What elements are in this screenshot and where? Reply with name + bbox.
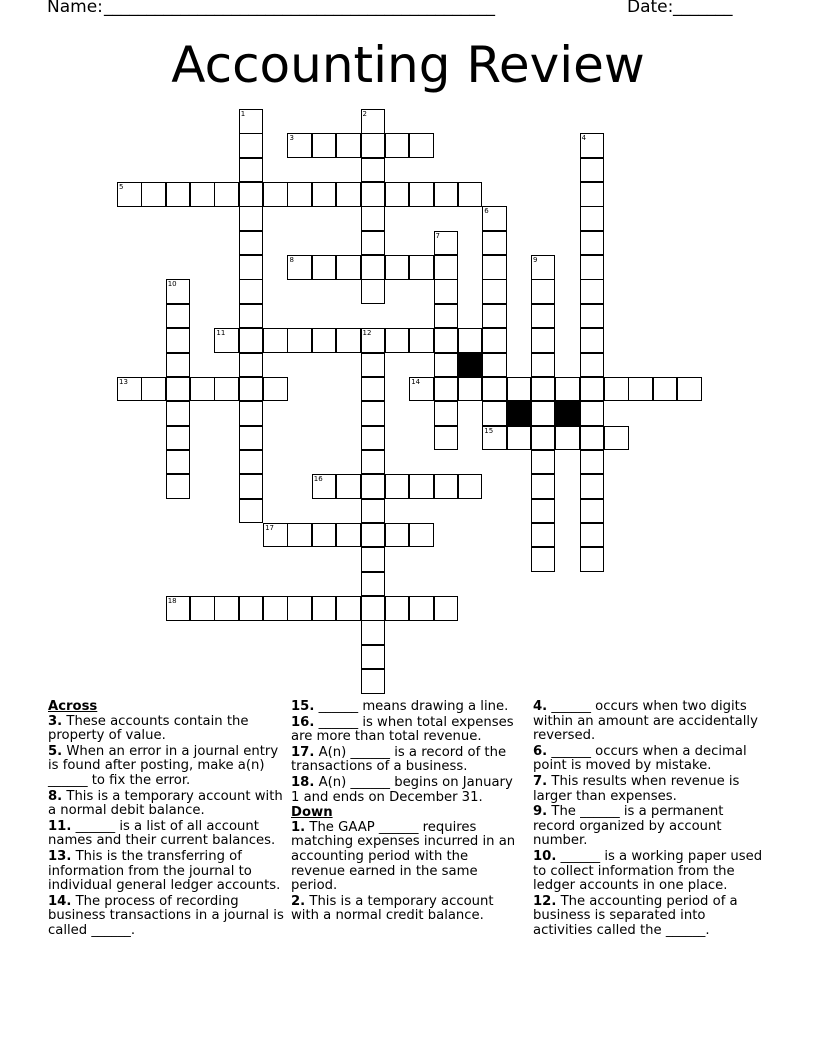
- grid-cell[interactable]: [531, 377, 556, 402]
- grid-cell[interactable]: [531, 426, 556, 451]
- grid-cell[interactable]: [141, 377, 166, 402]
- down-clue: 10. ______ is a working paper used to collect information from the ledger accounts in one place.: [533, 848, 763, 894]
- grid-cell[interactable]: [239, 279, 264, 304]
- grid-cell[interactable]: [166, 596, 191, 621]
- grid-cell[interactable]: [239, 231, 264, 256]
- grid-cell[interactable]: [239, 377, 264, 402]
- grid-cell[interactable]: [580, 328, 605, 353]
- grid-cell[interactable]: [531, 450, 556, 475]
- grid-cell[interactable]: [409, 474, 434, 499]
- grid-cell[interactable]: [239, 158, 264, 183]
- grid-cell[interactable]: [336, 133, 361, 158]
- grid-cell[interactable]: [531, 353, 556, 378]
- grid-cell[interactable]: [312, 596, 337, 621]
- grid-cell[interactable]: [434, 231, 459, 256]
- grid-cell[interactable]: [336, 255, 361, 280]
- grid-cell[interactable]: [385, 255, 410, 280]
- grid-cell[interactable]: [458, 182, 483, 207]
- grid-cell[interactable]: [361, 377, 386, 402]
- grid-cell[interactable]: [482, 279, 507, 304]
- grid-cell[interactable]: [239, 499, 264, 524]
- grid-cell[interactable]: [361, 669, 386, 694]
- grid-cell[interactable]: [166, 328, 191, 353]
- grid-cell[interactable]: [239, 133, 264, 158]
- grid-cell[interactable]: [361, 523, 386, 548]
- grid-cell[interactable]: [312, 182, 337, 207]
- grid-cell[interactable]: [239, 328, 264, 353]
- grid-cell[interactable]: [482, 426, 507, 451]
- grid-cell[interactable]: [361, 499, 386, 524]
- grid-cell[interactable]: [409, 328, 434, 353]
- grid-cell[interactable]: [531, 279, 556, 304]
- across-clue: 18. A(n) ______ begins on January 1 and ends on December 31.: [291, 774, 513, 805]
- grid-cell[interactable]: [287, 596, 312, 621]
- grid-cell[interactable]: [336, 523, 361, 548]
- grid-cell[interactable]: [580, 523, 605, 548]
- grid-cell[interactable]: [580, 279, 605, 304]
- grid-cell[interactable]: [482, 401, 507, 426]
- grid-cell[interactable]: [287, 133, 312, 158]
- grid-cell[interactable]: [507, 426, 532, 451]
- grid-cell[interactable]: [239, 401, 264, 426]
- grid-cell[interactable]: [239, 255, 264, 280]
- grid-cell[interactable]: [409, 523, 434, 548]
- grid-cell[interactable]: [434, 377, 459, 402]
- across-clue: 14. The process of recording business transactions in a journal is called ______.: [48, 893, 284, 938]
- grid-cell[interactable]: [312, 474, 337, 499]
- grid-cell[interactable]: [458, 474, 483, 499]
- grid-cell[interactable]: [361, 353, 386, 378]
- across-clue: 3. These accounts contain the property of value.: [48, 713, 249, 744]
- grid-cell[interactable]: [239, 596, 264, 621]
- grid-cell[interactable]: [361, 109, 386, 134]
- grid-cell[interactable]: [531, 547, 556, 572]
- grid-cell[interactable]: [263, 523, 288, 548]
- grid-cell[interactable]: [434, 596, 459, 621]
- clue-number: 11: [216, 329, 226, 338]
- clue-number: 17: [265, 523, 275, 532]
- grid-cell[interactable]: [434, 353, 459, 378]
- grid-cell[interactable]: [239, 426, 264, 451]
- grid-cell[interactable]: [190, 182, 215, 207]
- grid-cell[interactable]: [361, 645, 386, 670]
- grid-cell[interactable]: [580, 255, 605, 280]
- grid-cell[interactable]: [336, 328, 361, 353]
- grid-cell[interactable]: [214, 182, 239, 207]
- grid-cell[interactable]: [434, 279, 459, 304]
- name-label: Name:: [47, 0, 103, 17]
- down-clue: 12. The accounting period of a business is separated into activities called the ______.: [533, 893, 738, 938]
- grid-cell[interactable]: [507, 377, 532, 402]
- grid-cell[interactable]: [117, 182, 142, 207]
- date-blank-line[interactable]: _______: [673, 0, 733, 17]
- grid-cell[interactable]: [239, 353, 264, 378]
- grid-cell[interactable]: [434, 304, 459, 329]
- grid-cell[interactable]: [190, 377, 215, 402]
- grid-cell[interactable]: [166, 474, 191, 499]
- grid-cell[interactable]: [361, 401, 386, 426]
- grid-cell[interactable]: [409, 255, 434, 280]
- grid-cell[interactable]: [458, 328, 483, 353]
- grid-cell[interactable]: [458, 377, 483, 402]
- across-clue: 8. This is a temporary account with a normal debit balance.: [48, 788, 283, 819]
- grid-cell[interactable]: [141, 182, 166, 207]
- name-blank-line[interactable]: ______________________________________________: [104, 0, 495, 17]
- grid-cell[interactable]: [531, 401, 556, 426]
- grid-cell[interactable]: [361, 158, 386, 183]
- clue-number: 3: [289, 134, 294, 143]
- grid-cell[interactable]: [166, 182, 191, 207]
- grid-cell[interactable]: [580, 474, 605, 499]
- grid-cell[interactable]: [385, 474, 410, 499]
- grid-cell[interactable]: [190, 596, 215, 621]
- grid-cell[interactable]: [214, 328, 239, 353]
- down-clue: 9. The ______ is a permanent record organized by account number.: [533, 804, 724, 849]
- grid-cell[interactable]: [555, 377, 580, 402]
- clue-number: 18: [167, 597, 177, 605]
- grid-cell[interactable]: [628, 377, 653, 402]
- grid-cell[interactable]: [287, 328, 312, 353]
- clue-number: 15: [484, 426, 494, 435]
- grid-cell[interactable]: [385, 182, 410, 207]
- grid-block-cell: [458, 353, 483, 378]
- grid-cell[interactable]: [361, 620, 386, 645]
- grid-cell[interactable]: [239, 304, 264, 329]
- grid-cell[interactable]: [580, 206, 605, 231]
- grid-cell[interactable]: [361, 231, 386, 256]
- across-clue: 5. When an error in a journal entry is found after posting, make a(n) ______ to fix the error.: [48, 743, 279, 788]
- grid-cell[interactable]: [580, 499, 605, 524]
- down-clue: 2. This is a temporary account with a normal credit balance.: [291, 893, 494, 924]
- grid-cell[interactable]: [361, 596, 386, 621]
- grid-cell[interactable]: [361, 279, 386, 304]
- grid-cell[interactable]: [214, 596, 239, 621]
- across-clue: 13. This is the transferring of information from the journal to individual general ledger accounts.: [48, 848, 281, 894]
- grid-cell[interactable]: [580, 353, 605, 378]
- grid-cell[interactable]: [263, 328, 288, 353]
- grid-cell[interactable]: [580, 158, 605, 183]
- grid-cell[interactable]: [604, 377, 629, 402]
- grid-cell[interactable]: [580, 182, 605, 207]
- clues-column-2: [291, 700, 523, 925]
- grid-cell[interactable]: [580, 231, 605, 256]
- grid-cell[interactable]: [409, 182, 434, 207]
- grid-cell[interactable]: [434, 426, 459, 451]
- grid-cell[interactable]: [434, 182, 459, 207]
- grid-cell[interactable]: [531, 474, 556, 499]
- clue-number: 8: [289, 256, 294, 265]
- grid-cell[interactable]: [409, 133, 434, 158]
- clue-number: 14: [411, 377, 421, 386]
- across-clue: 17. A(n) ______ is a record of the transactions of a business.: [291, 744, 507, 775]
- grid-cell[interactable]: [166, 426, 191, 451]
- grid-cell[interactable]: [361, 328, 386, 353]
- grid-cell[interactable]: [361, 182, 386, 207]
- grid-cell[interactable]: [117, 377, 142, 402]
- grid-cell[interactable]: [287, 523, 312, 548]
- grid-cell[interactable]: [166, 450, 191, 475]
- grid-cell[interactable]: [312, 133, 337, 158]
- grid-cell[interactable]: [166, 401, 191, 426]
- grid-block-cell: [507, 401, 532, 426]
- grid-cell[interactable]: [287, 182, 312, 207]
- grid-cell[interactable]: [336, 182, 361, 207]
- grid-cell[interactable]: [531, 499, 556, 524]
- page-title: Accounting Review: [171, 36, 645, 94]
- down-clue: 7. This results when revenue is larger than expenses.: [533, 773, 740, 804]
- grid-cell[interactable]: [385, 596, 410, 621]
- across-heading: Across: [48, 699, 98, 714]
- grid-cell[interactable]: [361, 133, 386, 158]
- grid-cell[interactable]: [434, 401, 459, 426]
- grid-cell[interactable]: [434, 255, 459, 280]
- grid-cell[interactable]: [482, 353, 507, 378]
- clue-number: 6: [484, 207, 489, 216]
- grid-cell[interactable]: [287, 255, 312, 280]
- grid-cell[interactable]: [385, 133, 410, 158]
- grid-cell[interactable]: [361, 547, 386, 572]
- clue-number: 12: [362, 329, 372, 338]
- grid-cell[interactable]: [482, 206, 507, 231]
- grid-cell[interactable]: [263, 377, 288, 402]
- grid-cell[interactable]: [580, 304, 605, 329]
- grid-cell[interactable]: [531, 523, 556, 548]
- grid-cell[interactable]: [239, 474, 264, 499]
- grid-cell[interactable]: [361, 206, 386, 231]
- date-label: Date:: [627, 0, 674, 17]
- grid-cell[interactable]: [263, 182, 288, 207]
- grid-cell[interactable]: [336, 474, 361, 499]
- grid-cell[interactable]: [409, 377, 434, 402]
- grid-cell[interactable]: [239, 109, 264, 134]
- grid-cell[interactable]: [482, 255, 507, 280]
- grid-cell[interactable]: [166, 353, 191, 378]
- clues-column-3: [533, 700, 769, 940]
- grid-block-cell: [555, 401, 580, 426]
- grid-cell[interactable]: [580, 426, 605, 451]
- grid-cell[interactable]: [434, 328, 459, 353]
- grid-cell[interactable]: [580, 450, 605, 475]
- grid-cell[interactable]: [166, 377, 191, 402]
- clue-number: 4: [581, 134, 587, 143]
- grid-cell[interactable]: [312, 523, 337, 548]
- grid-cell[interactable]: [580, 401, 605, 426]
- grid-cell[interactable]: [312, 255, 337, 280]
- clue-number: 16: [313, 475, 323, 484]
- grid-cell[interactable]: [409, 596, 434, 621]
- grid-cell[interactable]: [482, 328, 507, 353]
- clue-number: 7: [435, 231, 441, 240]
- clues-column-1: [48, 700, 284, 940]
- across-clue: 11. ______ is a list of all account names and their current balances.: [48, 818, 276, 849]
- grid-cell[interactable]: [361, 474, 386, 499]
- grid-cell[interactable]: [604, 426, 629, 451]
- clue-number: 10: [167, 280, 177, 289]
- grid-cell[interactable]: [580, 377, 605, 402]
- grid-cell[interactable]: [531, 255, 556, 280]
- clue-number: 13: [119, 377, 128, 386]
- down-clue: 1. The GAAP ______ requires matching expenses incurred in an accounting period with the revenue earned in the same period.: [291, 819, 516, 894]
- down-heading: Down: [291, 805, 333, 821]
- clue-number: 1: [240, 110, 246, 118]
- grid-cell[interactable]: [239, 450, 264, 475]
- grid-cell[interactable]: [653, 377, 678, 402]
- clue-number: 5: [119, 183, 124, 192]
- grid-cell[interactable]: [336, 596, 361, 621]
- grid-cell[interactable]: [361, 426, 386, 451]
- grid-cell[interactable]: [239, 182, 264, 207]
- down-clue: 4. ______ occurs when two digits within an amount are accidentally reversed.: [533, 699, 758, 744]
- across-clue: 15. ______ means drawing a line.: [291, 699, 509, 714]
- grid-cell[interactable]: [580, 547, 605, 572]
- grid-cell[interactable]: [482, 377, 507, 402]
- grid-cell[interactable]: [263, 596, 288, 621]
- grid-cell[interactable]: [482, 231, 507, 256]
- grid-cell[interactable]: [361, 572, 386, 597]
- grid-cell[interactable]: [166, 279, 191, 304]
- grid-cell[interactable]: [312, 328, 337, 353]
- grid-cell[interactable]: [531, 328, 556, 353]
- grid-cell[interactable]: [239, 206, 264, 231]
- grid-cell[interactable]: [385, 328, 410, 353]
- grid-cell[interactable]: [214, 377, 239, 402]
- grid-cell[interactable]: [166, 304, 191, 329]
- grid-cell[interactable]: [361, 450, 386, 475]
- grid-cell[interactable]: [580, 133, 605, 158]
- across-clue: 16. ______ is when total expenses are more than total revenue.: [291, 714, 514, 745]
- grid-cell[interactable]: [555, 426, 580, 451]
- grid-cell[interactable]: [361, 255, 386, 280]
- grid-cell[interactable]: [385, 523, 410, 548]
- clue-number: 2: [362, 110, 367, 118]
- clue-number: 9: [532, 256, 538, 265]
- grid-cell[interactable]: [531, 304, 556, 329]
- down-clue: 6. ______ occurs when a decimal point is moved by mistake.: [533, 743, 747, 774]
- grid-cell[interactable]: [482, 304, 507, 329]
- grid-cell[interactable]: [677, 377, 702, 402]
- grid-cell[interactable]: [434, 474, 459, 499]
